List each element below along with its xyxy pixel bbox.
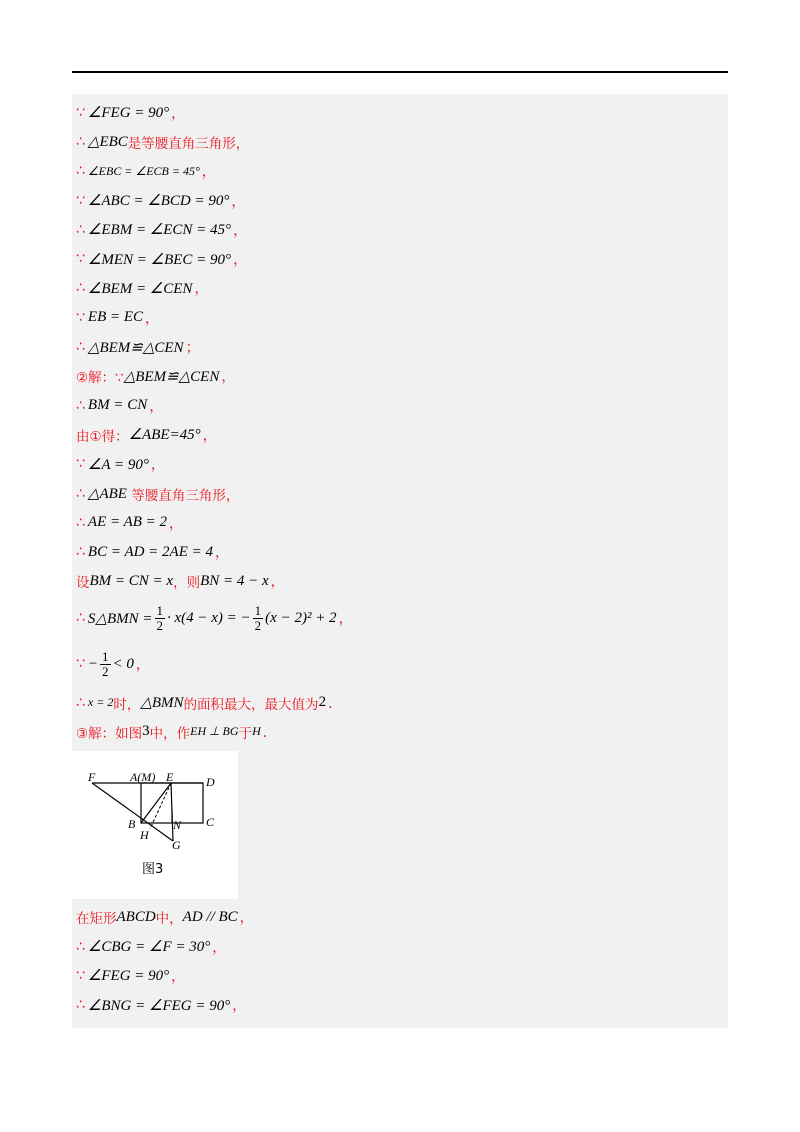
- proof-line: ∵ ∠FEG = 90° ，: [76, 104, 186, 122]
- label-am: A(M): [130, 769, 156, 784]
- proof-line: ∵ ∠ABC = ∠BCD = 90° ，: [76, 192, 246, 210]
- label-b: B: [128, 816, 136, 831]
- part3-line: ③解：如图 3 中，作 EH ⊥ BG 于 H ．: [76, 723, 277, 742]
- proof-line: ∵ ∠A = 90° ，: [76, 456, 165, 474]
- fraction-half: $\frac{1}{2}$: [156, 602, 163, 633]
- fraction-half: $\frac{1}{2}$: [102, 648, 109, 679]
- proof-line: 设 BM = CN = x ，则 BN = 4 − x ，: [76, 572, 285, 592]
- label-h: H: [140, 827, 149, 842]
- proof-line: ∵ ∠MEN = ∠BEC = 90° ，: [76, 251, 248, 269]
- proof-line: 在矩形 ABCD 中， AD // BC ，: [76, 908, 254, 928]
- proof-line: 由①得： ∠ABE=45° ，: [76, 427, 217, 445]
- proof-line: ∴ ∠EBC = ∠ECB = 45° ，: [76, 163, 216, 181]
- proof-line: ∴ ∠EBM = ∠ECN = 45° ，: [76, 221, 248, 239]
- label-c: C: [206, 814, 215, 829]
- label-g: G: [172, 837, 181, 852]
- proof-line: ∴ ∠BNG = ∠FEG = 90° ，: [76, 997, 247, 1015]
- geometry-diagram: [72, 751, 238, 899]
- proof-line: ∴ ∠CBG = ∠F = 30° ，: [76, 938, 227, 956]
- negative-coefficient-line: ∵ − $\frac{1}{2}$ < 0 ，: [76, 648, 150, 679]
- geometry-figure-3: [72, 751, 238, 899]
- top-rule: [72, 71, 728, 73]
- proof-line: ∵ ∠FEG = 90° ，: [76, 967, 186, 985]
- max-area-line: ∴ x = 2 时， △BMN 的面积最大，最大值为 2 ．: [76, 694, 343, 713]
- proof-line: ∴ ∠BEM = ∠CEN ，: [76, 280, 209, 298]
- proof-line: ∴ △BEM≌△CEN ；: [76, 339, 200, 357]
- proof-line: ∴ BC = AD = 2AE = 4 ，: [76, 543, 230, 562]
- proof-line: ∴ BM = CN ，: [76, 397, 164, 415]
- solution-content: [72, 94, 728, 1028]
- label-e: E: [166, 769, 174, 784]
- proof-line: ∵ EB = EC ，: [76, 309, 160, 327]
- proof-line: ②解：∵ △BEM≌△CEN ，: [76, 368, 236, 387]
- proof-line: ∴ △EBC 是等腰直角三角形，: [76, 133, 250, 152]
- figure-caption: 图3: [142, 861, 164, 877]
- proof-line: ∴ △ABE 等腰直角三角形，: [76, 485, 240, 504]
- label-n: N: [173, 817, 182, 832]
- fraction-half: $\frac{1}{2}$: [254, 602, 262, 633]
- label-d: D: [206, 774, 215, 789]
- label-f: F: [88, 769, 96, 784]
- area-formula-line: ∴ S△BMN = $\frac{1}{2}$ · x(4 − x) = − $\frac{1}{2}$ (x − 2)² + 2 ，: [76, 602, 353, 633]
- line-fg: [92, 783, 173, 841]
- proof-line: ∴ AE = AB = 2 ，: [76, 514, 184, 532]
